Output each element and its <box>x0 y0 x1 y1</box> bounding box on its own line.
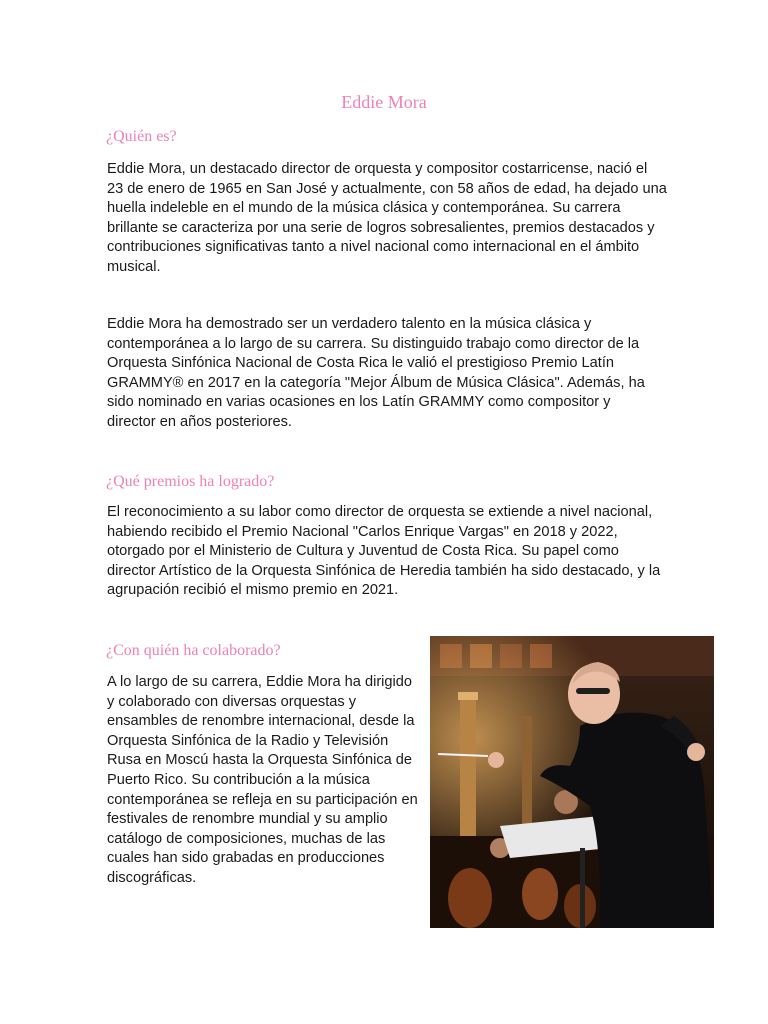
page-title: Eddie Mora <box>341 92 427 112</box>
conductor-photo <box>430 636 714 928</box>
heading-awards: ¿Qué premios ha logrado? <box>106 473 275 490</box>
heading-who: ¿Quién es? <box>106 128 177 145</box>
paragraph-who-1: Eddie Mora, un destacado director de orquesta y compositor costarricense, nació el 23 de enero de 1965 en San José y actualmente, con 58 años de edad, ha dejado una huella indeleble en el mundo de la música clásica y contemporánea. Su carrera brillante se caracteriza por una serie de logros sobresalientes, premios destacados y contribuciones significativas tanto a nivel nacional como internacional en el ámbito musical. <box>107 161 667 275</box>
paragraph-who-2: Eddie Mora ha demostrado ser un verdadero talento en la música clásica y contemporánea a lo largo de su carrera. Su distinguido trabajo como director de la Orquesta Sinfónica Nacional de Costa Rica le valió el prestigioso Premio Latín GRAMMY® en 2017 en la categoría "Mejor Álbum de Música Clásica". Además, ha sido nominado en varias ocasiones en los Latín GRAMMY como compositor y director en años posteriores. <box>107 316 645 430</box>
paragraph-awards: El reconocimiento a su labor como director de orquesta se extiende a nivel nacional, habiendo recibido el Premio Nacional "Carlos Enrique Vargas" en 2018 y 2022, otorgado por el Ministerio de Cultura y Juventud de Costa Rica. Su papel como director Artístico de la Orquesta Sinfónica de Heredia también ha sido destacado, y la agrupación recibió el mismo premio en 2021. <box>107 504 661 599</box>
paragraph-collab: A lo largo de su carrera, Eddie Mora ha dirigido y colaborado con diversas orquestas y ensambles de renombre internacional, desde la Orquesta Sinfónica de la Radio y Televisión Rusa en Moscú hasta la Orquesta Sinfónica de Puerto Rico. Su contribución a la música contemporánea se refleja en su participación en festivales de renombre mundial y su amplio catálogo de composiciones, muchas de las cuales han sido grabadas en producciones discográficas. <box>107 674 418 886</box>
heading-collab: ¿Con quién ha colaborado? <box>106 642 281 659</box>
